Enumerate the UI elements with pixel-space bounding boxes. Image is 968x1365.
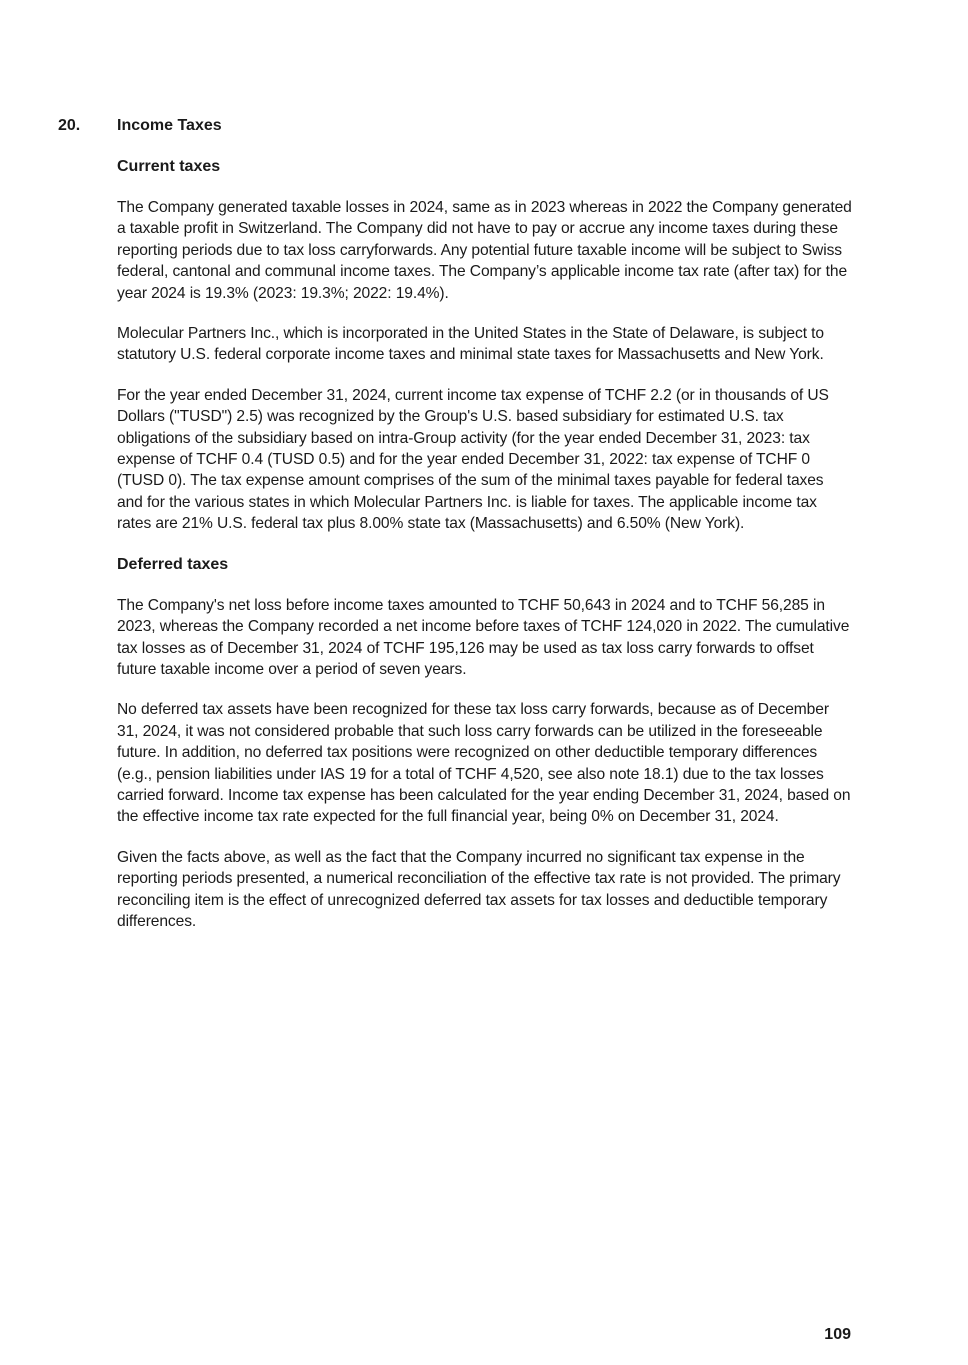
section-content bbox=[117, 156, 852, 951]
current-taxes-paragraph-3: For the year ended December 31, 2024, current income tax expense of TCHF 2.2 (or in thousands of US Dollars ("TUSD") 2.5) was recognized by the Group's U.S. based subsidiary for estimated U.S. tax obligations of the subsidiary based on intra-Group activity (for the year ended December 31, 2023: tax expense of TCHF 0.4 (TUSD 0.5) and for the year ended December 31, 2022: tax expense of TCHF 0 (TUSD 0). The tax expense amount comprises of the sum of the minimal taxes payable for federal taxes and for the various states in which Molecular Partners Inc. is liable for taxes. The applicable income tax rates are 21% U.S. federal tax plus 8.00% state tax (Massachusetts) and 6.50% (New York). bbox=[117, 386, 829, 533]
section-title: Income Taxes bbox=[117, 117, 222, 134]
section-heading bbox=[58, 115, 222, 136]
section-number: 20. bbox=[58, 117, 81, 134]
page-number: 109 bbox=[824, 1326, 851, 1343]
deferred-taxes-paragraph-1: The Company's net loss before income taxes amounted to TCHF 50,643 in 2024 and to TCHF 56,285 in 2023, whereas the Company recorded a net income before taxes of TCHF 124,020 in 2022. The cumulative tax losses as of December 31, 2024 of TCHF 195,126 may be used as tax loss carry forwards to offset future taxable income over a period of seven years. bbox=[117, 596, 850, 678]
deferred-taxes-paragraph-3: Given the facts above, as well as the fact that the Company incurred no significant tax expense in the reporting periods presented, a numerical reconciliation of the effective tax rate is not provided. The primary reconciling item is the effect of unrecognized deferred tax assets for tax losses and deductible temporary differences. bbox=[117, 848, 841, 930]
current-taxes-paragraph-2: Molecular Partners Inc., which is incorporated in the United States in the State of Delaware, is subject to statutory U.S. federal corporate income taxes and minimal state taxes for Massachusetts and New York. bbox=[117, 325, 824, 364]
deferred-taxes-paragraph-2: No deferred tax assets have been recognized for these tax loss carry forwards, because as of December 31, 2024, it was not considered probable that such loss carry forwards can be utilized in the foreseeable future. In addition, no deferred tax positions were recognized on other deductible temporary differences (e.g., pension liabilities under IAS 19 for a total of TCHF 4,520, see also note 18.1) due to the tax losses carried forward. Income tax expense has been calculated for the year ending December 31, 2024, based on the effective income tax rate expected for the full financial year, being 0% on December 31, 2024. bbox=[117, 701, 851, 826]
deferred-taxes-heading: Deferred taxes bbox=[117, 555, 229, 573]
current-taxes-heading: Current taxes bbox=[117, 158, 221, 175]
current-taxes-paragraph-1: The Company generated taxable losses in 2024, same as in 2023 whereas in 2022 the Company generated a taxable profit in Switzerland. The Company did not have to pay or accrue any income taxes during these reporting periods due to tax loss carryforwards. Any potential future taxable income will be subject to Swiss federal, cantonal and communal income taxes. The Company’s applicable income tax rate (after tax) for the year 2024 is 19.3% (2023: 19.3%; 2022: 19.4%). bbox=[117, 199, 852, 302]
